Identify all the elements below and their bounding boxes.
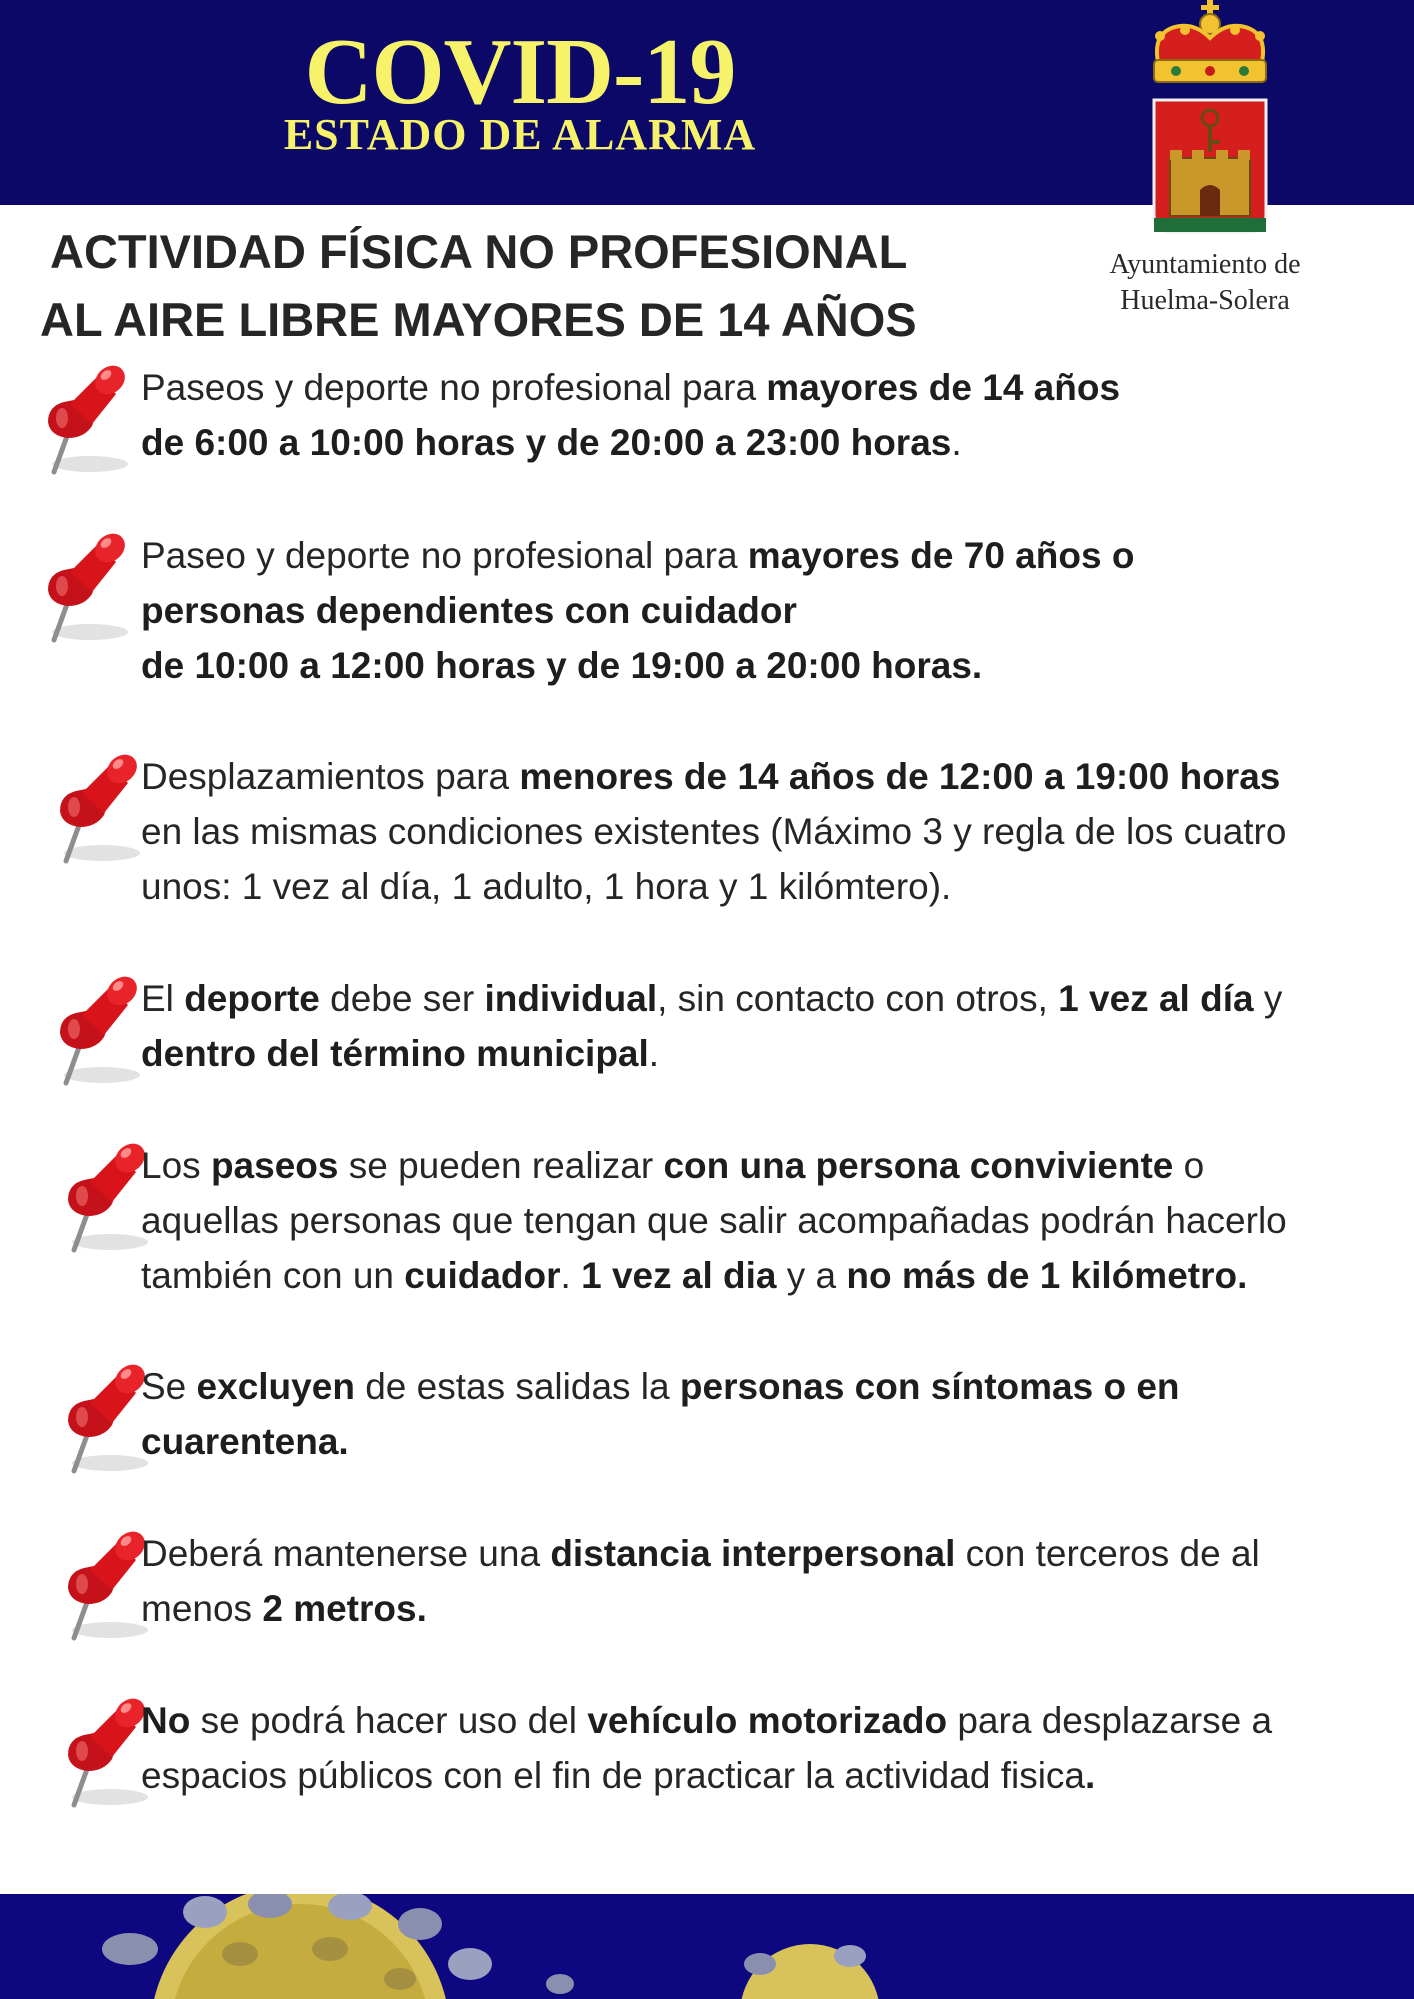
rule-line: [141, 804, 1396, 859]
rule-text-segment: debe ser: [319, 978, 485, 1019]
push-pin-icon: [40, 526, 135, 646]
rule-line: [141, 1526, 1396, 1581]
rule-text-bold: paseos: [210, 1145, 339, 1186]
rule-text-segment: y: [1253, 978, 1283, 1019]
rule-text-segment: .: [560, 1255, 582, 1296]
rule-text-segment: menos: [141, 1588, 263, 1629]
rule-text-segment: espacios públicos con el fin de practicar la actividad fisica: [141, 1755, 1085, 1796]
rule-text-segment: unos: 1 vez al día, 1 adulto, 1 hora y 1 kilómtero).: [141, 866, 952, 907]
push-pin-icon: [52, 747, 147, 867]
rule-text-segment: Desplazamientos para: [141, 756, 520, 797]
rule-item: [141, 360, 1396, 470]
rule-text-segment: .: [648, 1033, 660, 1074]
rule-text-segment: Los: [141, 1145, 211, 1186]
rule-line: [141, 638, 1396, 693]
rule-item: [141, 1359, 1396, 1469]
rule-text-segment: .: [951, 422, 962, 463]
push-pin-icon: [52, 969, 147, 1089]
rule-text-bold: 2 metros.: [262, 1588, 427, 1629]
rule-item: [141, 749, 1396, 914]
rule-text-bold: excluyen: [196, 1366, 355, 1407]
rule-line: [141, 971, 1396, 1026]
rule-text-segment: , sin contacto con otros,: [657, 978, 1059, 1019]
rule-item: [141, 1138, 1396, 1303]
coat-of-arms-icon: [1140, 0, 1280, 250]
rule-text-bold: personas dependientes con cuidador: [141, 590, 797, 631]
rule-text-bold: mayores de 14 años: [766, 367, 1121, 408]
rule-item: [141, 1526, 1396, 1636]
rule-text-segment: o: [1173, 1145, 1205, 1186]
rule-text-segment: también con un: [141, 1255, 405, 1296]
rule-line: [141, 583, 1396, 638]
rule-text-bold: mayores de 70 años o: [747, 535, 1135, 576]
rule-text-bold: 1 vez al dia: [581, 1255, 777, 1296]
rule-text-bold: deporte: [184, 978, 320, 1019]
rule-line: [141, 415, 1396, 470]
rule-text-segment: se pueden realizar: [338, 1145, 664, 1186]
section-title-line-1: ACTIVIDAD FÍSICA NO PROFESIONAL: [50, 225, 908, 278]
rule-text-bold: personas con síntomas o en: [679, 1366, 1180, 1407]
section-title: [40, 218, 1060, 354]
rule-line: [141, 1414, 1396, 1469]
page-subtitle: ESTADO DE ALARMA: [283, 110, 757, 159]
rule-item: [141, 971, 1396, 1081]
rule-text-segment: de estas salidas la: [354, 1366, 680, 1407]
rule-text-bold: individual: [484, 978, 658, 1019]
rule-text-bold: 1 vez al día: [1058, 978, 1254, 1019]
rule-text-segment: Se: [141, 1366, 197, 1407]
rule-line: [141, 1193, 1396, 1248]
push-pin-icon: [40, 358, 135, 478]
rule-text-bold: no más de 1 kilómetro.: [846, 1255, 1248, 1296]
rule-text-segment: El: [141, 978, 185, 1019]
rule-line: [141, 1138, 1396, 1193]
rule-line: [141, 1693, 1396, 1748]
rule-line: [141, 859, 1396, 914]
rule-text-segment: en las mismas condiciones existentes (Máximo 3 y regla de los cuatro: [141, 811, 1287, 852]
rule-line: [141, 1026, 1396, 1081]
rule-line: [141, 1359, 1396, 1414]
rule-text-segment: con terceros de al: [955, 1533, 1260, 1574]
rule-text-segment: Deberá mantenerse una: [141, 1533, 551, 1574]
rule-text-segment: aquellas personas que tengan que salir acompañadas podrán hacerlo: [141, 1200, 1287, 1241]
rule-text-segment: se podrá hacer uso del: [190, 1700, 588, 1741]
rule-text-bold: dentro del término municipal: [141, 1033, 649, 1074]
rule-text-bold: No: [141, 1700, 191, 1741]
rule-line: [141, 360, 1396, 415]
page-title: COVID-19: [304, 20, 736, 124]
rule-line: [141, 1748, 1396, 1803]
rule-text-bold: .: [1085, 1755, 1096, 1796]
rule-line: [141, 1248, 1396, 1303]
rule-text-segment: y a: [776, 1255, 847, 1296]
rule-text-bold: con una persona conviviente: [663, 1145, 1174, 1186]
rule-text-segment: Paseos y deporte no profesional para: [141, 367, 767, 408]
crest-caption: Ayuntamiento de Huelma-Solera: [1109, 249, 1301, 316]
virus-icon: [0, 1894, 1414, 1999]
rule-text-bold: distancia interpersonal: [550, 1533, 956, 1574]
rule-text-segment: Paseo y deporte no profesional para: [141, 535, 748, 576]
rule-line: [141, 749, 1396, 804]
rule-item: [141, 1693, 1396, 1803]
rule-line: [141, 1581, 1396, 1636]
rule-text-bold: de 10:00 a 12:00 horas y de 19:00 a 20:00 horas.: [141, 645, 983, 686]
section-title-line-2: AL AIRE LIBRE MAYORES DE 14 AÑOS: [40, 293, 917, 346]
rule-text-bold: vehículo motorizado: [587, 1700, 948, 1741]
rule-text-bold: de 6:00 a 10:00 horas y de 20:00 a 23:00 horas: [141, 422, 952, 463]
rule-text-bold: cuarentena.: [141, 1421, 349, 1462]
rule-text-segment: para desplazarse a: [947, 1700, 1273, 1741]
rule-text-bold: menores de 14 años de 12:00 a 19:00 horas: [519, 756, 1281, 797]
rule-line: [141, 528, 1396, 583]
rule-text-bold: cuidador: [404, 1255, 561, 1296]
rule-item: [141, 528, 1396, 693]
footer-band: [0, 1894, 1414, 1999]
